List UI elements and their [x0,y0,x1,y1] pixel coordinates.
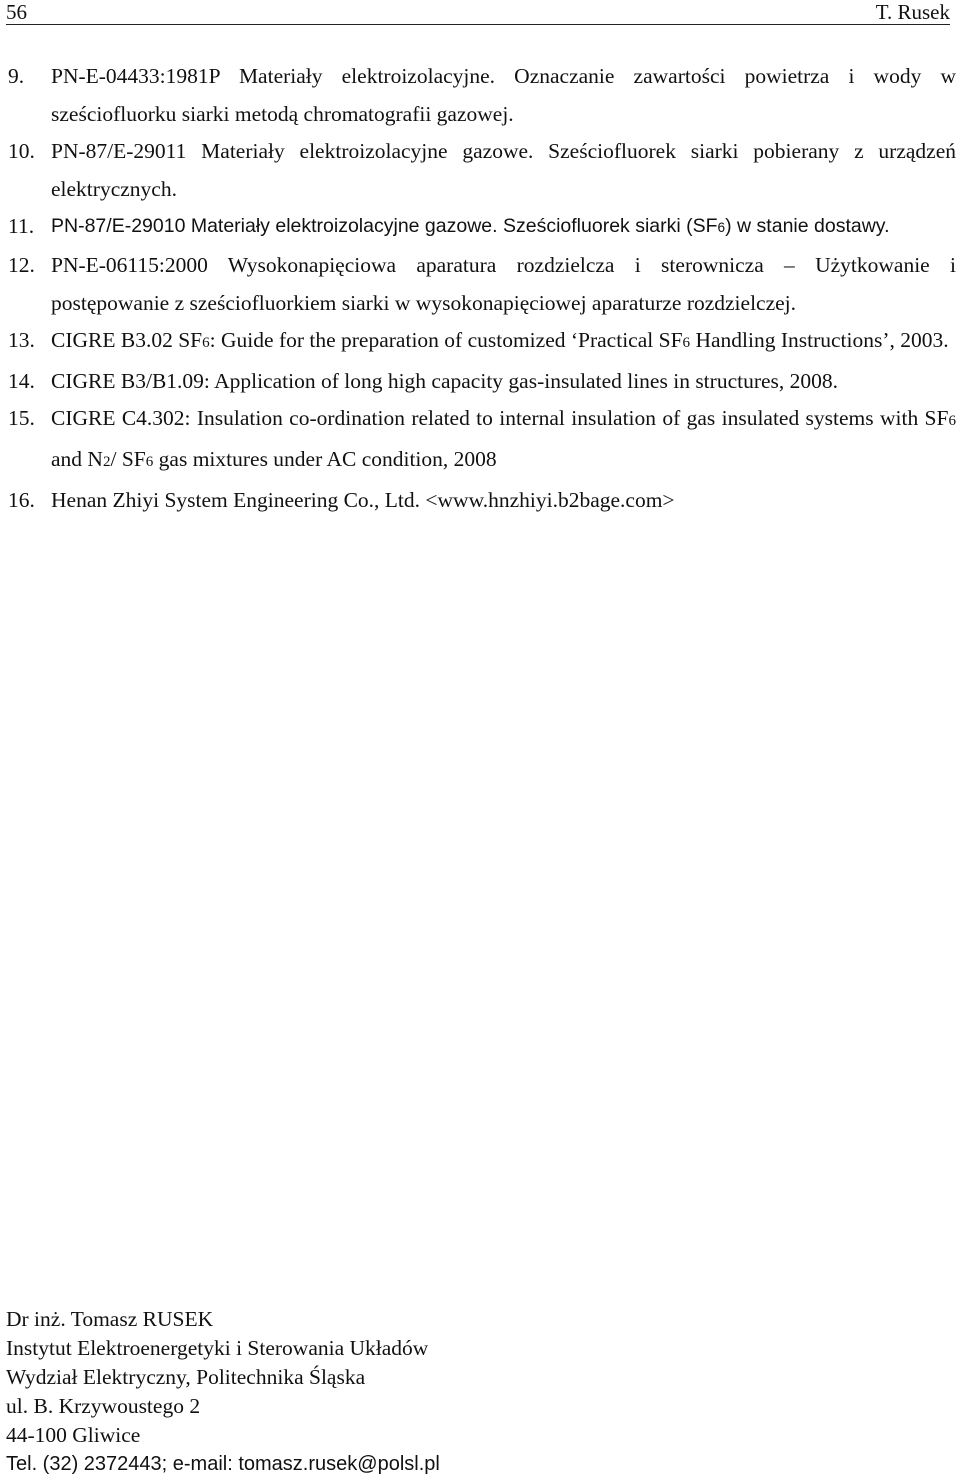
reference-number: 16. [8,487,35,512]
reference-list [8,58,956,519]
reference-text: PN-E-06115:2000 Wysokonapięciowa aparatura rozdzielcza i sterownicza – Użytkowanie i postępowanie z sześciofluorkiem siarki w wysokonapięciowej aparaturze rozdzielczej. [51,252,956,315]
reference-text: CIGRE B3.02 SF6: Guide for the preparation of customized ‘Practical SF6 Handling Instructions’, 2003. [51,328,949,353]
reference-text: CIGRE C4.302: Insulation co-ordination related to internal insulation of gas insulated systems with SF6 and N2/ SF6 gas mixtures under AC condition, 2008 [51,406,956,471]
institute-name: Instytut Elektroenergetyki i Sterowania Układów [6,1336,429,1360]
reference-number: 13. [8,328,35,353]
reference-number: 9. [8,64,25,88]
author-address-block [6,1305,440,1479]
reference-item [8,363,956,401]
reference-number: 11. [8,214,35,239]
reference-item [8,247,956,322]
reference-item [8,133,956,208]
reference-number: 12. [8,252,35,277]
reference-text: CIGRE B3/B1.09: Application of long high capacity gas-insulated lines in structures, 2008. [51,368,839,393]
reference-item [8,322,956,363]
reference-text: PN-87/E-29010 Materiały elektroizolacyjne gazowe. Sześciofluorek siarki (SF6) w stanie dostawy. [51,215,890,238]
reference-item [8,58,956,133]
reference-item [8,400,956,481]
street-address: ul. B. Krzywoustego 2 [6,1394,201,1418]
reference-text: PN-87/E-29011 Materiały elektroizolacyjne gazowe. Sześciofluorek siarki pobierany z urządzeń elektrycznych. [51,139,956,201]
author-name: Dr inż. Tomasz RUSEK [6,1307,214,1331]
contact-info: Tel. (32) 2372443; e-mail: tomasz.rusek@polsl.pl [6,1453,440,1475]
reference-text: PN-E-04433:1981P Materiały elektroizolacyjne. Oznaczanie zawartości powietrza i wody w sześciofluorku siarki metodą chromatografii gazowej. [51,64,956,126]
postal-city: 44-100 Gliwice [6,1423,141,1447]
page-header [6,0,950,25]
reference-number: 10. [8,139,35,164]
reference-item [8,208,956,247]
reference-number: 14. [8,368,35,393]
reference-item [8,482,956,520]
running-author: T. Rusek [875,0,950,24]
faculty-name: Wydział Elektryczny, Politechnika Śląska [6,1365,366,1389]
reference-number: 15. [8,406,35,431]
reference-text: Henan Zhiyi System Engineering Co., Ltd. <www.hnzhiyi.b2bage.com> [51,487,675,512]
page-number: 56 [6,0,27,24]
